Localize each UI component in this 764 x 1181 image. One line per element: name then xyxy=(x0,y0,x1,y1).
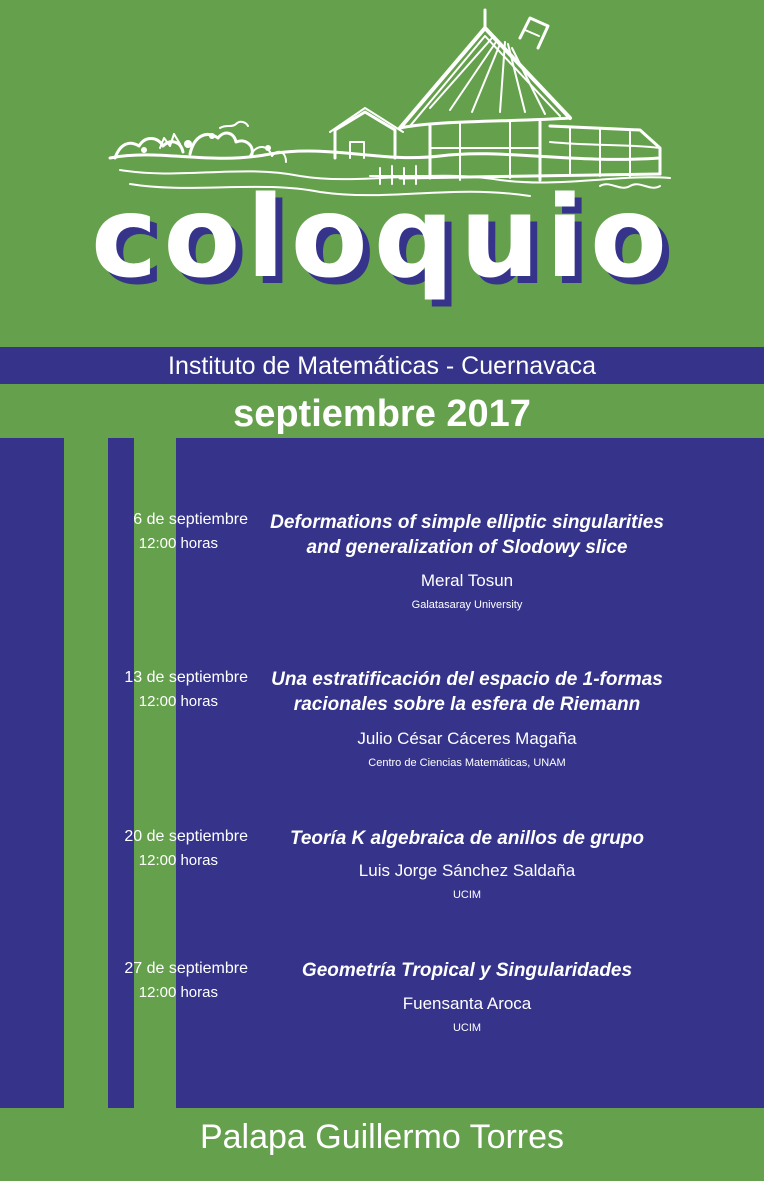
session-date: 27 de septiembre xyxy=(124,960,248,977)
session-date: 20 de septiembre xyxy=(124,828,248,845)
speaker-affiliation: UCIM xyxy=(452,889,482,901)
session-time: 12:00 horas xyxy=(138,535,218,552)
speaker-affiliation: Galatasaray University xyxy=(411,599,523,611)
event-title: coloquio xyxy=(91,173,673,303)
institute-name: Instituto de Matemáticas - Cuernavaca xyxy=(168,352,596,380)
month-heading: septiembre 2017 xyxy=(233,393,531,435)
speaker-name: Luis Jorge Sánchez Saldaña xyxy=(358,861,576,880)
session-time: 12:00 horas xyxy=(138,984,218,1001)
speaker-name: Fuensanta Aroca xyxy=(402,994,532,1013)
talk-title-line: Teoría K algebraica de anillos de grupo xyxy=(289,828,645,849)
talk-title-line: Deformations of simple elliptic singularities xyxy=(270,512,664,533)
session-date: 13 de septiembre xyxy=(124,669,248,686)
speaker-affiliation: UCIM xyxy=(452,1022,482,1034)
speaker-name: Julio César Cáceres Magaña xyxy=(357,729,577,748)
talk-title-line: Geometría Tropical y Singularidades xyxy=(301,960,633,981)
session-time: 12:00 horas xyxy=(138,852,218,869)
speaker-name: Meral Tosun xyxy=(420,571,514,590)
session-date: 6 de septiembre xyxy=(133,511,248,528)
talk-title-line: racionales sobre la esfera de Riemann xyxy=(293,694,641,715)
talk-title-line: and generalization of Slodowy slice xyxy=(306,537,628,558)
venue-name: Palapa Guillermo Torres xyxy=(199,1118,565,1156)
session-time: 12:00 horas xyxy=(138,693,218,710)
speaker-affiliation: Centro de Ciencias Matemáticas, UNAM xyxy=(368,757,566,769)
talk-title-line: Una estratificación del espacio de 1-formas xyxy=(271,669,663,690)
